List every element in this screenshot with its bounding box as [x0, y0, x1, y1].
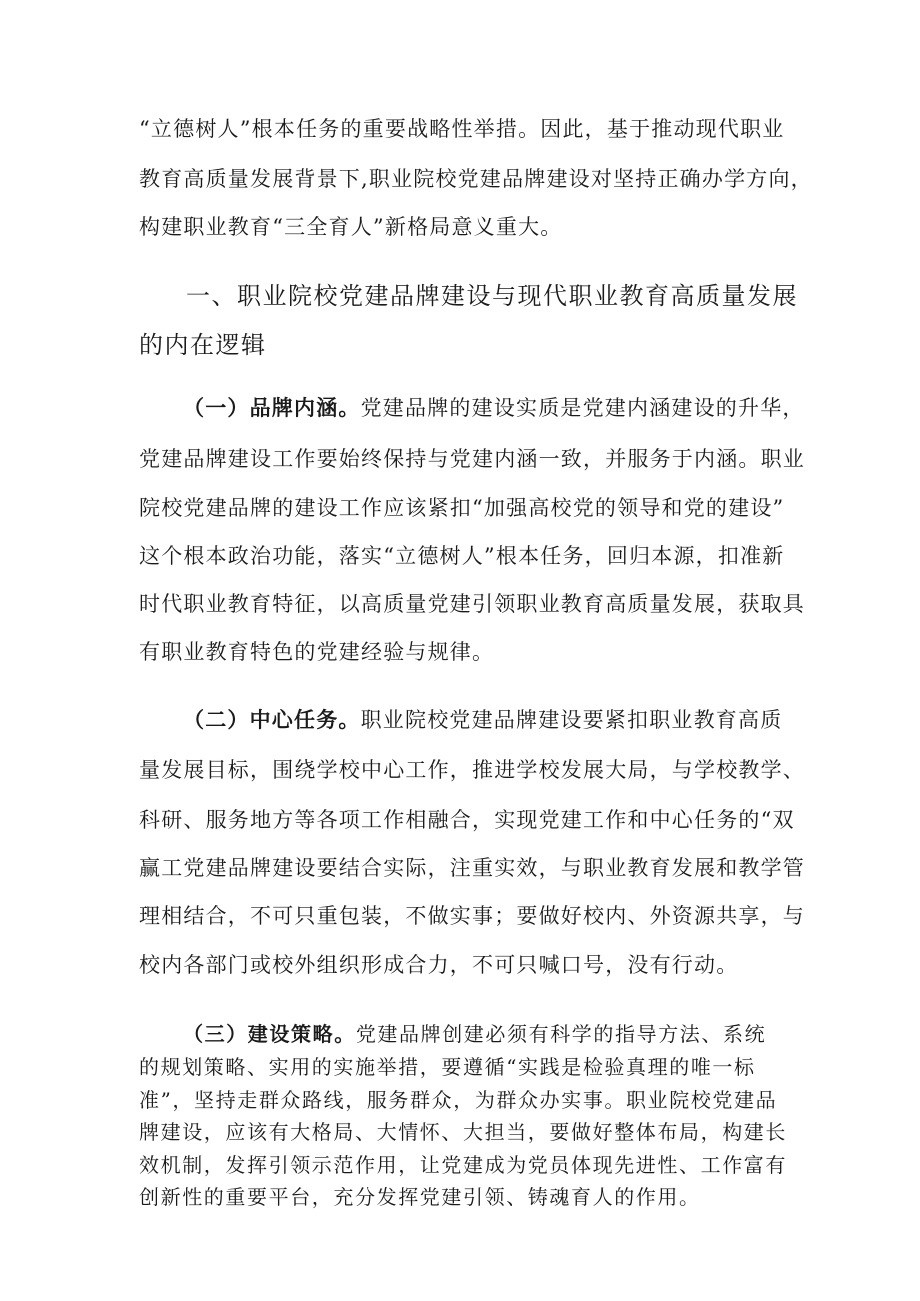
- text-line: 院校党建品牌的建设工作应该紧扣“加强高校党的领导和党的建设”: [139, 496, 785, 520]
- text-line: 牌建设，应该有大格局、大情怀、大担当，要做好整体布局，构建长: [139, 1120, 787, 1144]
- paragraph-label: （二）中心任务。: [183, 708, 361, 732]
- text-line: 赢工党建品牌建设要结合实际，注重实效，与职业教育发展和教学管: [139, 856, 805, 880]
- text-span: 职业院校党建品牌建设要紧扣职业教育高质: [360, 708, 783, 732]
- text-line: 构建职业教育“三全育人”新格局意义重大。: [139, 215, 563, 239]
- text-span: 党建品牌的建设实质是党建内涵建设的升华，: [360, 396, 805, 420]
- text-line: 理相结合，不可只重包装，不做实事；要做好校内、外资源共享，与: [139, 904, 805, 928]
- text-line: 科研、服务地方等各项工作相融合，实现党建工作和中心任务的“双: [139, 808, 795, 832]
- paragraph-label: （三）建设策略。: [183, 1022, 356, 1046]
- text-line: 有职业教育特色的党建经验与规律。: [139, 640, 495, 664]
- section-heading-line-2: 的内在逻辑: [139, 331, 267, 359]
- text-line: 这个根本政治功能，落实“立德树人”根本任务，回归本源，扣准新: [139, 544, 785, 568]
- text-line: 党建品牌建设工作要始终保持与党建内涵一致，并服务于内涵。职业: [139, 447, 805, 471]
- text-span: 党建品牌创建必须有科学的指导方法、系统: [355, 1022, 767, 1046]
- paragraph-first-line: [183, 1024, 766, 1044]
- text-line: 准”，坚持走群众路线，服务群众，为群众办实事。职业院校党建品: [139, 1088, 778, 1112]
- text-line: 时代职业教育特征，以高质量党建引领职业教育高质量发展，获取具: [139, 592, 805, 616]
- paragraph-first-line: [183, 398, 805, 419]
- text-line: 校内各部门或校外组织形成合力，不可只喊口号，没有行动。: [139, 953, 739, 977]
- section-heading-line-1: 一、职业院校党建品牌建设与现代职业教育高质量发展: [186, 282, 798, 310]
- paragraph-label: （一）品牌内涵。: [183, 396, 361, 420]
- text-line: 创新性的重要平台，充分发挥党建引领、铸魂育人的作用。: [139, 1185, 701, 1209]
- text-line: 教育高质量发展背景下,职业院校党建品牌建设对坚持正确办学方向，: [139, 167, 813, 191]
- text-line: 效机制，发挥引领示范作用，让党建成为党员体现先进性、工作富有: [139, 1153, 787, 1177]
- text-line: 量发展目标，围绕学校中心工作，推进学校发展大局，与学校教学、: [139, 758, 805, 782]
- text-line: “立德树人”根本任务的重要战略性举措。因此，基于推动现代职业: [139, 117, 785, 141]
- text-line: 的规划策略、实用的实施举措，要遵循“实践是检验真理的唯一标: [139, 1055, 756, 1079]
- paragraph-first-line: [183, 710, 782, 731]
